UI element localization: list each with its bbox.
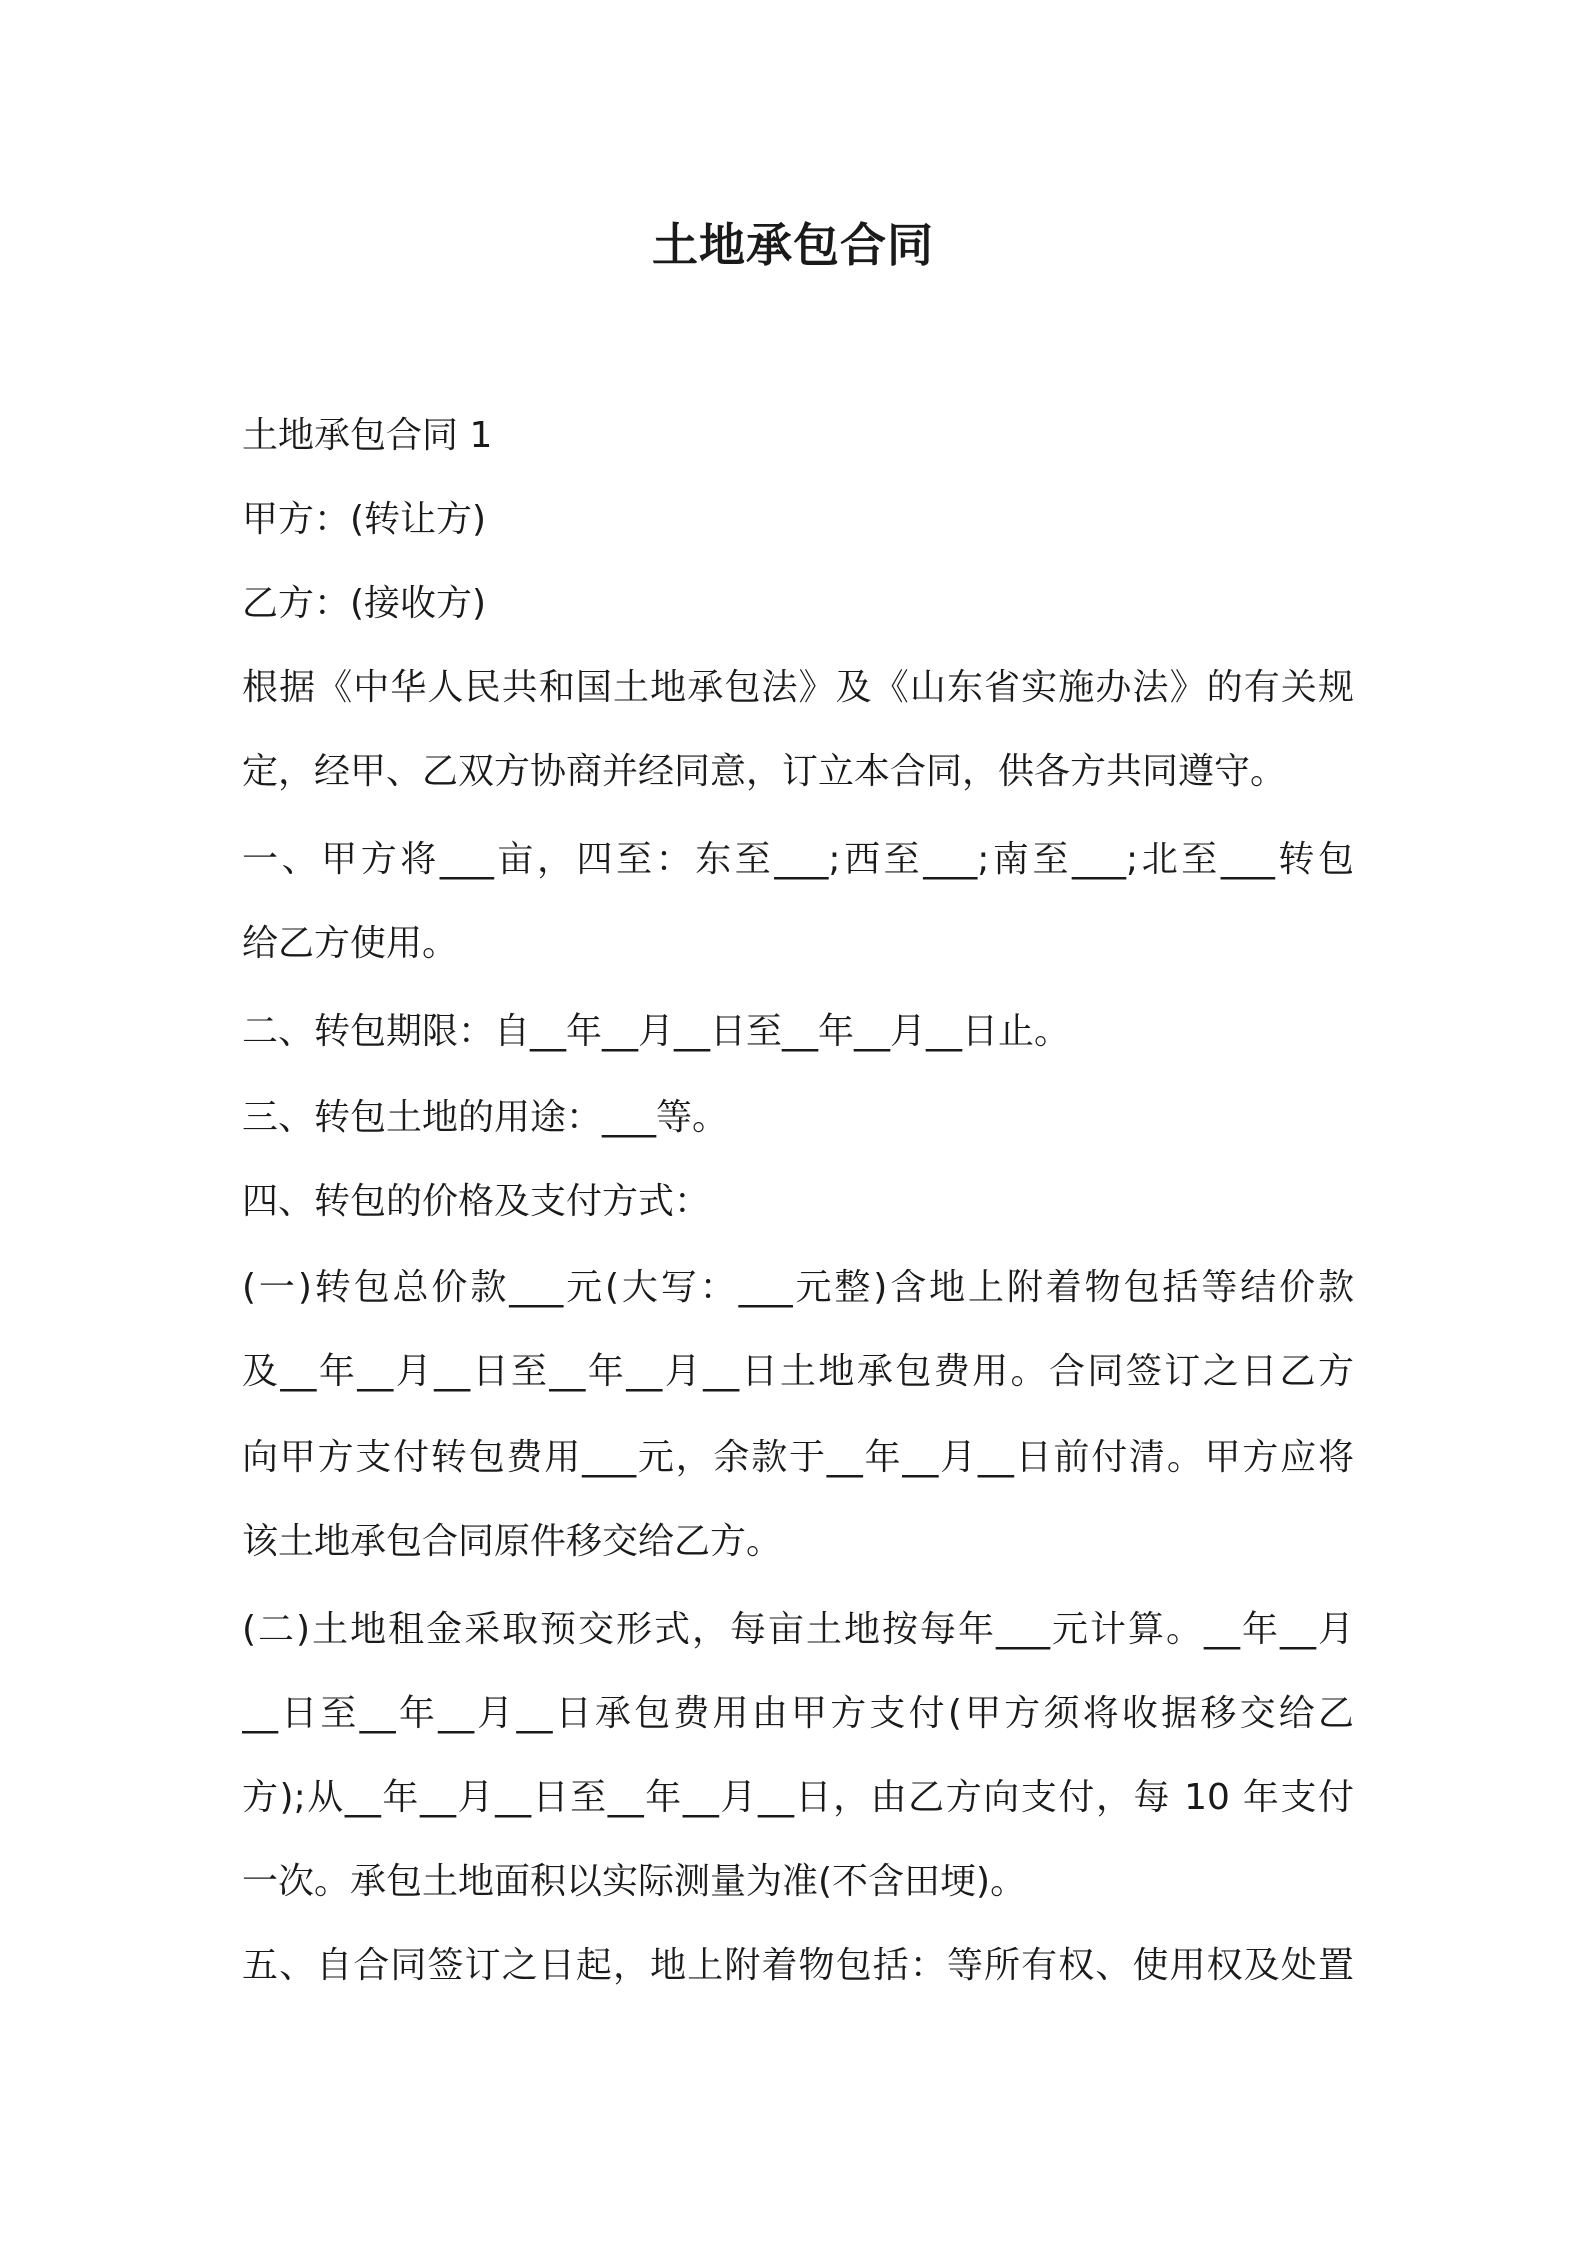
clause-line: 该土地承包合同原件移交给乙方。 bbox=[242, 1521, 783, 1562]
party-b-line: 乙方：(接收方) bbox=[242, 583, 487, 624]
clause-line: __日至__年__月__日承包费用由甲方支付(甲方须将收据移交给乙 bbox=[242, 1693, 1354, 1734]
clause-line: 给乙方使用。 bbox=[242, 923, 459, 964]
clause-line: 向甲方支付转包费用___元，余款于__年__月__日前付清。甲方应将 bbox=[242, 1437, 1354, 1478]
clause-line: 一次。承包土地面积以实际测量为准(不含田埂)。 bbox=[242, 1861, 1027, 1902]
clause-line: 四、转包的价格及支付方式： bbox=[242, 1181, 711, 1222]
paragraph-line: 根据《中华人民共和国土地承包法》及《山东省实施办法》的有关规 bbox=[242, 667, 1354, 708]
clause-line: (一)转包总价款___元(大写：___元整)含地上附着物包括等结价款 bbox=[242, 1267, 1354, 1308]
clause-line: (二)土地租金采取预交形式，每亩土地按每年___元计算。__年__月 bbox=[242, 1609, 1354, 1650]
clause-line: 方);从__年__月__日至__年__月__日，由乙方向支付，每 10 年支付 bbox=[242, 1777, 1354, 1818]
document-title: 土地承包合同 bbox=[652, 218, 934, 272]
party-a-line: 甲方：(转让方) bbox=[242, 499, 487, 540]
clause-line: 三、转包土地的用途：___等。 bbox=[242, 1097, 729, 1138]
clause-line: 及__年__月__日至__年__月__日土地承包费用。合同签订之日乙方 bbox=[242, 1351, 1354, 1392]
paragraph-line: 定，经甲、乙双方协商并经同意，订立本合同，供各方共同遵守。 bbox=[242, 751, 1287, 792]
clause-line: 五、自合同签订之日起，地上附着物包括：等所有权、使用权及处置 bbox=[242, 1945, 1354, 1986]
clause-line: 一、甲方将___亩，四至：东至___;西至___;南至___;北至___转包 bbox=[242, 839, 1354, 880]
clause-line: 二、转包期限：自__年__月__日至__年__月__日止。 bbox=[242, 1011, 1071, 1052]
section-heading: 土地承包合同 1 bbox=[242, 415, 493, 456]
